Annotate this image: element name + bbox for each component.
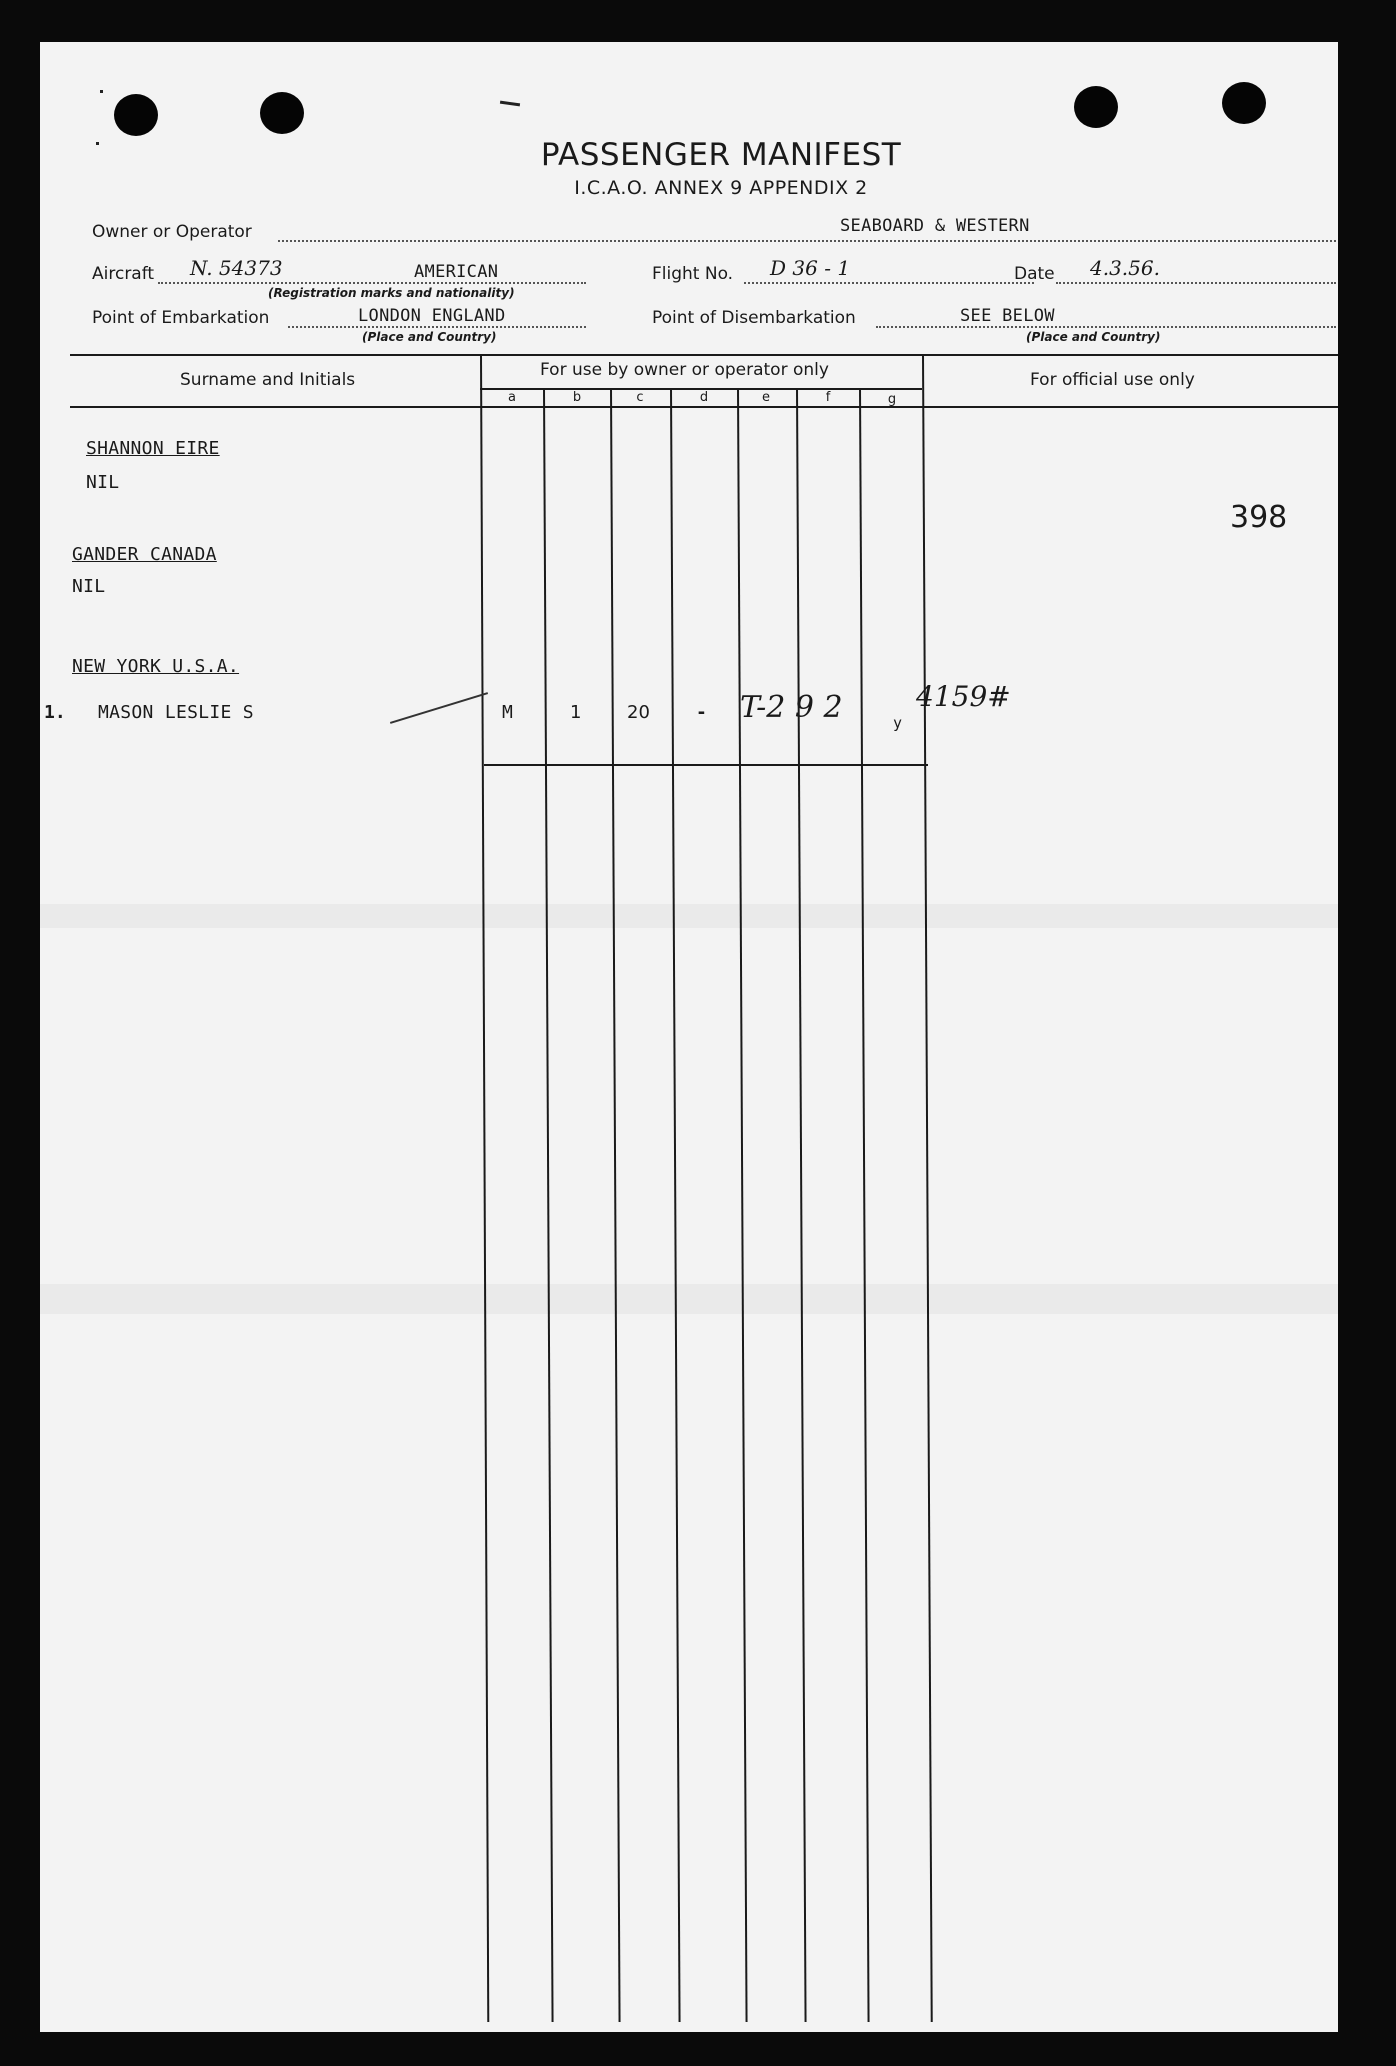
- owner-dots: [278, 240, 1336, 242]
- stray-mark: [500, 101, 520, 107]
- col-divider-e: [796, 388, 807, 2022]
- official-number: 398: [1230, 500, 1288, 535]
- disembark-label: Point of Disembarkation: [652, 308, 856, 328]
- flight-value: D 36 - 1: [770, 256, 851, 280]
- aircraft-reg: N. 54373: [190, 256, 283, 280]
- document-subtitle: I.C.A.O. ANNEX 9 APPENDIX 2: [574, 177, 868, 199]
- owner-label: Owner or Operator: [92, 222, 252, 242]
- embark-dots: [288, 326, 586, 328]
- date-dots: [1056, 282, 1336, 284]
- embark-value: LONDON ENGLAND: [358, 306, 506, 326]
- punch-hole: [1222, 82, 1266, 124]
- handwritten-code: T-2 9 2: [740, 690, 843, 725]
- subcol-a: a: [508, 390, 516, 405]
- passenger-name: MASON LESLIE S: [98, 702, 254, 723]
- stop-new-york: NEW YORK U.S.A.: [72, 656, 240, 677]
- operator-header: For use by owner or operator only: [540, 360, 829, 380]
- stop-shannon-value: NIL: [86, 472, 120, 493]
- punch-hole: [260, 92, 304, 134]
- disembark-dots: [876, 326, 1336, 328]
- aircraft-note: (Registration marks and nationality): [268, 286, 515, 300]
- surname-header: Surname and Initials: [180, 370, 356, 390]
- flight-dots: [744, 282, 1034, 284]
- col-divider-c: [670, 388, 681, 2022]
- pen-stroke: [390, 692, 488, 724]
- passenger-col-d: -: [696, 702, 707, 723]
- passenger-col-a: M: [502, 702, 513, 723]
- scan-band: [40, 904, 1338, 928]
- stop-gander-value: NIL: [72, 576, 106, 597]
- disembark-note: (Place and Country): [1026, 330, 1161, 344]
- flight-label: Flight No.: [652, 264, 734, 284]
- col-divider-d: [737, 388, 748, 2022]
- passenger-col-b: 1: [570, 702, 582, 723]
- manifest-sheet: [40, 42, 1338, 2032]
- stray-mark: [100, 90, 103, 93]
- subcol-f: f: [825, 390, 831, 405]
- stop-gander: GANDER CANADA: [72, 544, 217, 565]
- date-value: 4.3.56.: [1090, 256, 1160, 280]
- official-header: For official use only: [1030, 370, 1195, 390]
- passenger-col-c: 20: [627, 702, 650, 723]
- document-title: PASSENGER MANIFEST: [540, 137, 902, 173]
- col-divider-f: [859, 388, 870, 2022]
- subcol-d: d: [699, 390, 709, 405]
- subcol-c: c: [636, 390, 644, 405]
- stop-shannon: SHANNON EIRE: [86, 438, 220, 459]
- table-header-rule: [70, 406, 1338, 408]
- col-divider-a: [543, 388, 554, 2022]
- col-divider-surname: [480, 354, 489, 2022]
- table-top-rule: [70, 354, 1338, 356]
- passenger-number: 1.: [44, 702, 66, 723]
- aircraft-nationality: AMERICAN: [414, 262, 499, 282]
- disembark-value: SEE BELOW: [960, 306, 1055, 326]
- handwritten-number: 4159#: [916, 680, 1011, 713]
- punch-hole: [114, 94, 158, 136]
- subcol-b: b: [572, 390, 582, 405]
- aircraft-dots: [158, 282, 586, 284]
- col-divider-b: [610, 388, 621, 2022]
- embark-note: (Place and Country): [362, 330, 497, 344]
- subcol-e: e: [762, 390, 770, 405]
- embark-label: Point of Embarkation: [92, 308, 270, 328]
- owner-value: SEABOARD & WESTERN: [840, 216, 1030, 236]
- col-divider-official: [922, 354, 933, 2022]
- punch-hole: [1074, 86, 1118, 128]
- scan-band: [40, 1284, 1338, 1314]
- subcol-g: g: [887, 392, 897, 407]
- date-label: Date: [1014, 264, 1055, 284]
- aircraft-label: Aircraft: [92, 264, 155, 284]
- passenger-col-g: y: [893, 714, 903, 732]
